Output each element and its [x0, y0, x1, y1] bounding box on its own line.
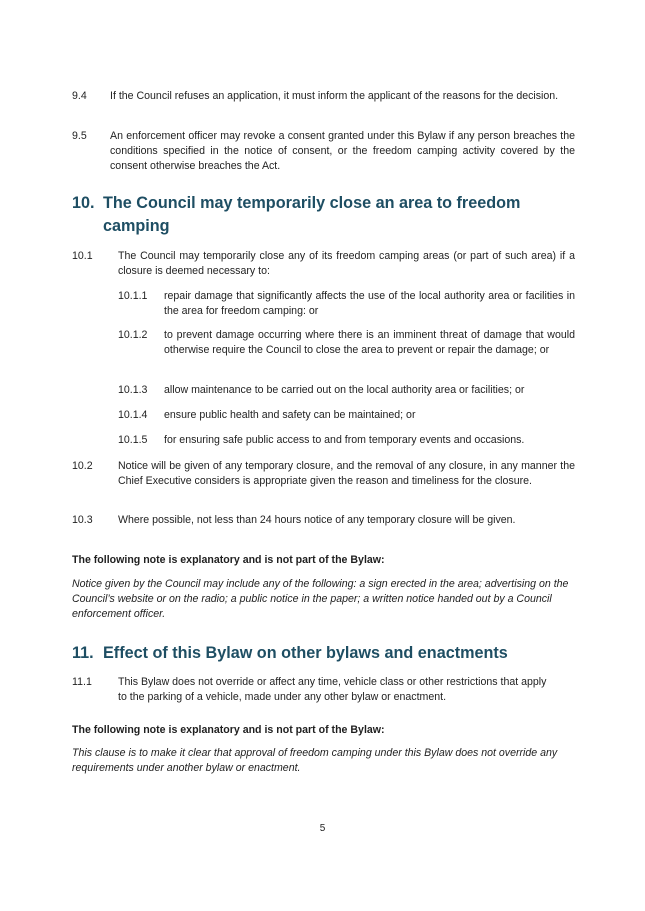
section-number: 11.	[72, 644, 94, 662]
clause-text: Where possible, not less than 24 hours notice of any temporary closure will be given.	[118, 514, 516, 526]
explanatory-note-text: Notice given by the Council may include any of the following: a sign erected in the area; advertising on the Council’s website or on the radio; a public notice in the paper; a written notice handed out by a Council enforcement officer.	[72, 578, 569, 620]
clause-text: repair damage that significantly affects the use of the local authority area or facilities in the area for freedom camping: or	[164, 290, 575, 317]
clause-text: The Council may temporarily close any of its freedom camping areas (or part of such area) if a closure is deemed necessary to:	[118, 250, 575, 277]
clause-number: 10.1.4	[118, 409, 148, 421]
clause-number: 10.2	[72, 460, 93, 472]
clause-number: 10.1.1	[118, 290, 148, 302]
clause-text: for ensuring safe public access to and from temporary events and occasions.	[164, 434, 525, 446]
clause-text: An enforcement officer may revoke a consent granted under this Bylaw if any person breaches the conditions specified in the notice of consent, or the freedom camping activity covered by the consent otherwise breaches the Act.	[110, 130, 575, 172]
section-title: The Council may temporarily close an area to freedom camping	[103, 194, 521, 235]
clause-number: 10.1.3	[118, 384, 148, 396]
clause-text: Notice will be given of any temporary closure, and the removal of any closure, in any manner the Chief Executive considers is appropriate given the reason and timeliness for the closure.	[118, 460, 575, 487]
page-number: 5	[319, 823, 326, 834]
clause-number: 11.1	[72, 676, 92, 688]
clause-number: 9.5	[72, 130, 87, 142]
clause-number: 10.1.5	[118, 434, 148, 446]
section-title: Effect of this Bylaw on other bylaws and enactments	[103, 644, 508, 662]
clause-text: to prevent damage occurring where there is an imminent threat of damage that would otherwise require the Council to close the area to prevent or repair the damage; or	[164, 329, 575, 356]
clause-number: 10.1	[72, 250, 93, 262]
section-number: 10.	[72, 194, 95, 212]
clause-number: 9.4	[72, 90, 87, 102]
explanatory-note-title: The following note is explanatory and is not part of the Bylaw:	[72, 724, 385, 736]
clause-text: If the Council refuses an application, it must inform the applicant of the reasons for the decision.	[110, 90, 559, 102]
clause-text: ensure public health and safety can be maintained; or	[164, 409, 416, 421]
explanatory-note-text: This clause is to make it clear that approval of freedom camping under this Bylaw does not override any requirements under another bylaw or enactment.	[72, 747, 558, 774]
clause-text: This Bylaw does not override or affect any time, vehicle class or other restrictions that apply to the parking of a vehicle, made under any other bylaw or enactment.	[118, 676, 547, 703]
clause-text: allow maintenance to be carried out on the local authority area or facilities; or	[164, 384, 525, 396]
clause-number: 10.3	[72, 514, 93, 526]
explanatory-note-title: The following note is explanatory and is not part of the Bylaw:	[72, 554, 385, 566]
clause-number: 10.1.2	[118, 329, 148, 341]
